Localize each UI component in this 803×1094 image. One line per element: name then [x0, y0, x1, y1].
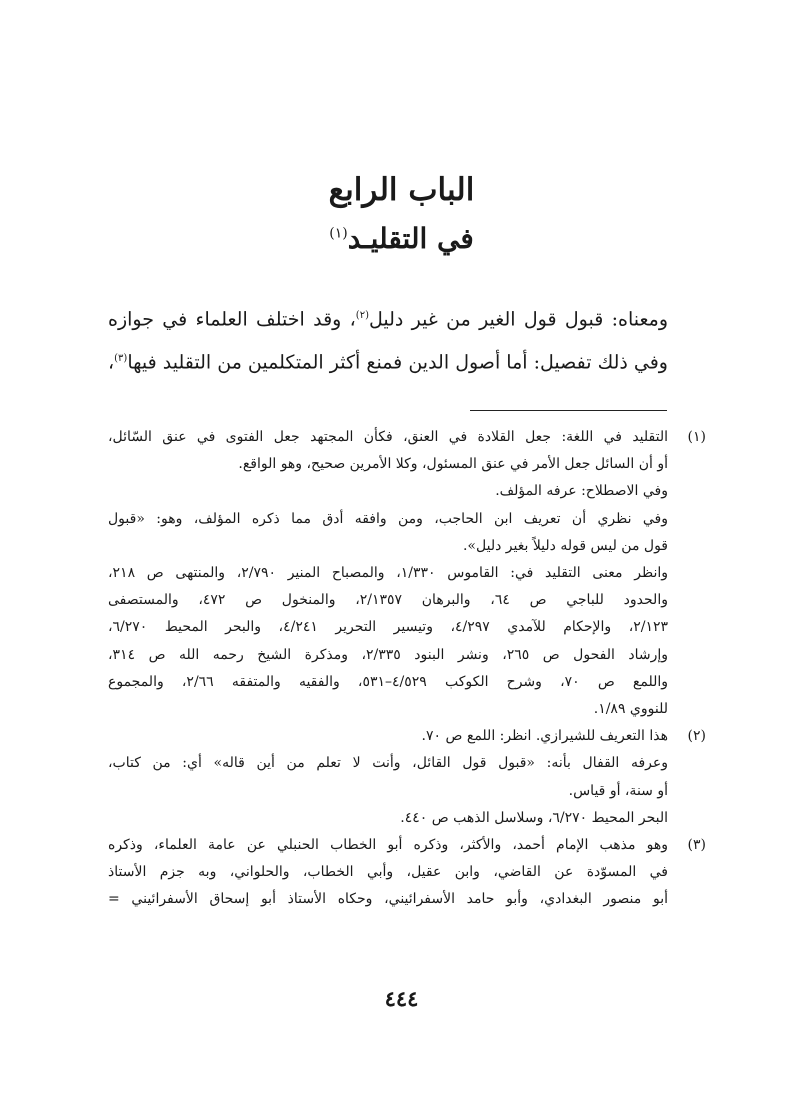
- footnote-line: أو سنة، أو قياس.: [568, 782, 668, 799]
- footnotes: [108, 424, 706, 914]
- body-line-1-end: ، وقد اختلف العلماء في جوازه: [108, 308, 356, 331]
- footnote-line: وفي نظري أن تعريف ابن الحاجب، ومن وافقه أدق مما ذكره المؤلف، وهو: «قبول: [108, 510, 668, 527]
- footnote-line: للنووي ١/٨٩.: [593, 701, 668, 718]
- footnote-line: وفي الاصطلاح: عرفه المؤلف.: [495, 483, 668, 500]
- body-paragraph: [108, 296, 668, 383]
- footnote-marker: (١): [687, 429, 706, 445]
- body-line-1: [108, 296, 668, 339]
- footnote-line: وإرشاد الفحول ص ٢٦٥، ونشر البنود ٢/٣٣٥، ومذكرة الشيخ رحمه الله ص ٣١٤،: [108, 646, 668, 663]
- footnote-line: أبو منصور البغدادي، وأبو حامد الأسفرائيني، وحكاه الأستاذ أبو إسحاق الأسفرائيني =: [108, 891, 668, 908]
- footnote-marker: (٣): [687, 837, 706, 854]
- chapter-subtitle: [0, 222, 803, 255]
- body-line-2-text: وفي ذلك تفصيل: أما أصول الدين فمنع أكثر المتكلمين من التقليد فيها: [127, 351, 668, 374]
- chapter-subtitle-text: في التقليـد: [347, 222, 474, 255]
- footnote-2: [108, 723, 706, 832]
- footnote-3: [108, 832, 706, 914]
- footnote-separator: [470, 410, 667, 411]
- page-number: ٤٤٤: [384, 986, 419, 1011]
- footnote-line: ٢/١٢٣، والإحكام للآمدي ٤/٢٩٧، وتيسير التحرير ٤/٢٤١، والبحر المحيط ٦/٢٧٠،: [108, 619, 668, 636]
- footnote-ref-2: (٢): [355, 310, 369, 321]
- footnote-ref-3: (٣): [114, 353, 128, 365]
- footnote-line: في المسوّدة عن القاضي، وابن عقيل، وأبي الخطاب، والحلواني، وبه جزم الأستاذ: [108, 864, 668, 881]
- footnote-line: أو أن السائل جعل الأمر في عنق المسئول، وكلا الأمرين صحيح، وهو الواقع.: [238, 456, 668, 473]
- footnote-1: [108, 424, 706, 723]
- footnote-line: التقليد في اللغة: جعل القلادة في العنق، فكأن المجتهد جعل الفتوى في عنق السّائل،: [108, 429, 668, 445]
- footnote-line: قول من ليس قوله دليلاً بغير دليل».: [462, 537, 668, 554]
- footnote-line: واللمع ص ٧٠، وشرح الكوكب ٤/٥٢٩–٥٣١، والفقيه والمتفقه ٢/٦٦، والمجموع: [108, 673, 668, 690]
- body-line-2-end: ،: [108, 351, 115, 374]
- body-line-1-text: ومعناه: قبول قول الغير من غير دليل: [368, 308, 669, 331]
- body-line-2: [108, 339, 668, 382]
- footnote-marker: (٢): [687, 728, 706, 745]
- footnote-line: وعرفه القفال بأنه: «قبول قول القائل، وأنت لا تعلم من أين قاله» أي: من كتاب،: [108, 755, 668, 772]
- footnote-line: وهو مذهب الإمام أحمد، والأكثر، وذكره أبو الخطاب الحنبلي عن عامة العلماء، وذكره: [108, 837, 668, 854]
- footnote-line: هذا التعريف للشيرازي. انظر: اللمع ص ٧٠.: [421, 728, 668, 745]
- footnote-line: والحدود للباجي ص ٦٤، والبرهان ٢/١٣٥٧، والمنخول ص ٤٧٢، والمستصفى: [108, 592, 668, 609]
- footnote-ref-1: (١): [329, 225, 348, 242]
- chapter-title: الباب الرابع: [328, 172, 475, 208]
- footnote-line: البحر المحيط ٦/٢٧٠، وسلاسل الذهب ص ٤٤٠.: [400, 809, 668, 826]
- footnote-line: وانظر معنى التقليد في: القاموس ١/٣٣٠، والمصباح المنير ٢/٧٩٠، والمنتهى ص ٢١٨،: [108, 565, 668, 582]
